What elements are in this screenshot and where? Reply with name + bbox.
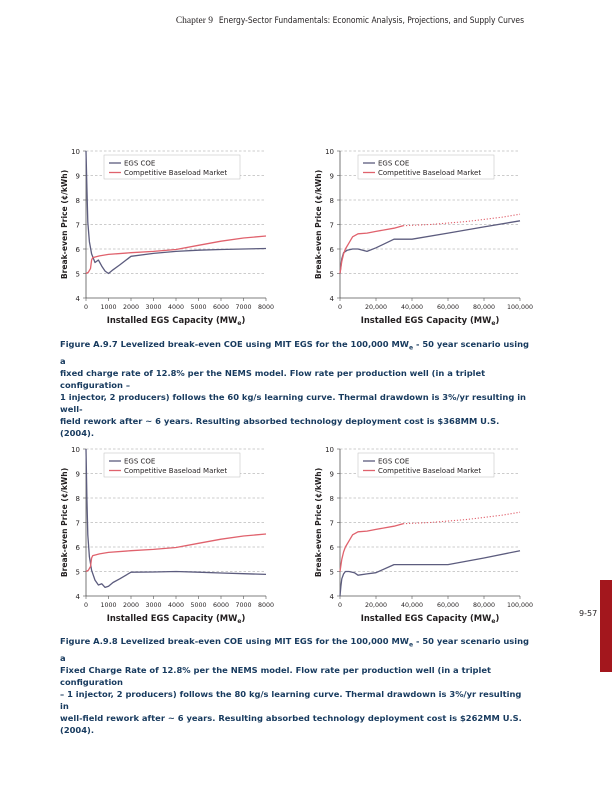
chapter-tab-marker	[600, 580, 612, 672]
y-tick-label: 7	[75, 519, 80, 528]
x-tick-label: 7000	[235, 602, 252, 609]
x-tick-label: 1000	[100, 602, 117, 609]
legend-label: Competitive Baseload Market	[124, 467, 228, 475]
x-axis-label: Installed EGS Capacity $(MW_e)$	[360, 315, 500, 327]
chart-a97-right	[312, 145, 542, 330]
legend-label: Competitive Baseload Market	[378, 467, 482, 475]
x-tick-label: 3000	[145, 602, 162, 609]
x-tick-label: 0	[337, 304, 343, 311]
series-egs-coe-line	[340, 551, 520, 596]
y-tick-label: 5	[75, 270, 80, 279]
y-tick-label: 5	[75, 568, 80, 577]
series-egs-coe-line	[340, 221, 520, 274]
x-axis-label: Installed EGS Capacity $(MW_e)$	[106, 613, 246, 625]
figure-a98-caption: Figure A.9.8 Levelized break-even COE using MIT EGS for the 100,000 $MW_e - 50$ year scenario using a Fixed Charge Rate of 12.8% per the NEMS model. Flow rate per production well (in a triplet configuration – 1 injector, 2 producers) follows the 80 kg/s learning curve. Thermal drawdown is 3%/yr resulting in well-field rework after ~ 6 years. Resulting absorbed technology deployment cost is $262MM U.S. (2004).	[60, 636, 530, 735]
y-tick-label: 7	[75, 221, 80, 230]
x-tick-label: 80,000	[472, 304, 496, 311]
x-tick-label: 8000	[257, 602, 275, 609]
x-tick-label: 5000	[190, 304, 207, 311]
y-tick-label: 9	[75, 172, 80, 181]
chart-svg	[312, 443, 542, 628]
y-tick-label: 7	[329, 519, 334, 528]
chart-svg	[312, 145, 542, 330]
x-tick-label: 20,000	[364, 304, 388, 311]
chart-a98-right	[312, 443, 542, 628]
x-tick-label: 2000	[122, 304, 140, 311]
y-tick-label: 10	[325, 446, 334, 454]
x-tick-label: 4000	[167, 304, 185, 311]
y-tick-label: 10	[71, 446, 80, 454]
y-tick-label: 10	[71, 148, 80, 156]
y-tick-label: 9	[75, 470, 80, 479]
x-tick-label: 2000	[122, 602, 140, 609]
y-axis-label: Break-even Price (¢/kWh)	[314, 169, 323, 280]
x-tick-label: 5000	[190, 602, 207, 609]
y-tick-label: 6	[329, 246, 334, 254]
x-tick-label: 6000	[212, 602, 230, 609]
y-tick-label: 7	[329, 221, 334, 230]
series-market-line	[86, 534, 266, 572]
x-tick-label: 60,000	[436, 602, 460, 609]
x-tick-label: 1000	[100, 304, 117, 311]
legend	[358, 453, 494, 477]
legend-label: EGS COE	[124, 457, 156, 466]
legend-label: EGS COE	[378, 159, 410, 168]
y-tick-label: 4	[329, 593, 334, 601]
chart-svg	[58, 443, 288, 628]
x-tick-label: 7000	[235, 304, 252, 311]
y-tick-label: 9	[329, 470, 334, 479]
series-market-line	[86, 236, 266, 274]
x-tick-label: 0	[83, 602, 89, 609]
y-tick-label: 4	[75, 295, 80, 303]
x-tick-label: 20,000	[364, 602, 388, 609]
y-tick-label: 10	[325, 148, 334, 156]
y-tick-label: 6	[75, 246, 80, 254]
y-tick-label: 9	[329, 172, 334, 181]
y-tick-label: 4	[329, 295, 334, 303]
chart-a97-left	[58, 145, 288, 330]
x-axis-label: Installed EGS Capacity $(MW_e)$	[360, 613, 500, 625]
legend-label: Competitive Baseload Market	[378, 169, 482, 177]
legend	[104, 453, 240, 477]
x-tick-label: 100,000	[506, 602, 534, 609]
legend	[358, 155, 494, 179]
legend	[104, 155, 240, 179]
y-axis-label: Break-even Price (¢/kWh)	[314, 467, 323, 578]
legend-label: Competitive Baseload Market	[124, 169, 228, 177]
chapter-label: Chapter 9	[175, 16, 214, 26]
x-tick-label: 40,000	[400, 602, 424, 609]
y-tick-label: 4	[75, 593, 80, 601]
y-tick-label: 8	[75, 197, 80, 205]
chart-a98-left	[58, 443, 288, 628]
y-tick-label: 5	[329, 568, 334, 577]
chapter-title: Energy-Sector Fundamentals: Economic Analysis, Projections, and Supply Curves	[218, 15, 524, 25]
x-axis-label: Installed EGS Capacity $(MW_e)$	[106, 315, 246, 327]
y-tick-label: 8	[329, 197, 334, 205]
x-tick-label: 80,000	[472, 602, 496, 609]
y-tick-label: 6	[75, 544, 80, 552]
x-tick-label: 0	[83, 304, 89, 311]
y-tick-label: 6	[329, 544, 334, 552]
legend-label: EGS COE	[378, 457, 410, 466]
x-tick-label: 8000	[257, 304, 275, 311]
y-tick-label: 8	[329, 495, 334, 503]
x-tick-label: 4000	[167, 602, 185, 609]
x-tick-label: 3000	[145, 304, 162, 311]
page-number: 9-57	[579, 609, 598, 618]
legend-label: EGS COE	[124, 159, 156, 168]
series-market-projected-line	[403, 512, 520, 524]
x-tick-label: 6000	[212, 304, 230, 311]
x-tick-label: 40,000	[400, 304, 424, 311]
y-tick-label: 8	[75, 495, 80, 503]
y-axis-label: Break-even Price (¢/kWh)	[60, 467, 69, 578]
y-axis-label: Break-even Price (¢/kWh)	[60, 169, 69, 280]
x-tick-label: 0	[337, 602, 343, 609]
chart-svg	[58, 145, 288, 330]
x-tick-label: 60,000	[436, 304, 460, 311]
figure-a97-caption: Figure A.9.7 Levelized break-even COE using MIT EGS for the 100,000 $MW_e - 50$ year scenario using a fixed charge rate of 12.8% per the NEMS model. Flow rate per production well (in a triplet configuration – 1 injector, 2 producers) follows the 60 kg/s learning curve. Thermal drawdown is 3%/yr resulting in well- field rework after ~ 6 years. Resulting absorbed technology deployment cost is $368MM U.S. (2004).	[60, 339, 530, 438]
y-tick-label: 5	[329, 270, 334, 279]
running-header	[0, 15, 524, 26]
x-tick-label: 100,000	[506, 304, 534, 311]
